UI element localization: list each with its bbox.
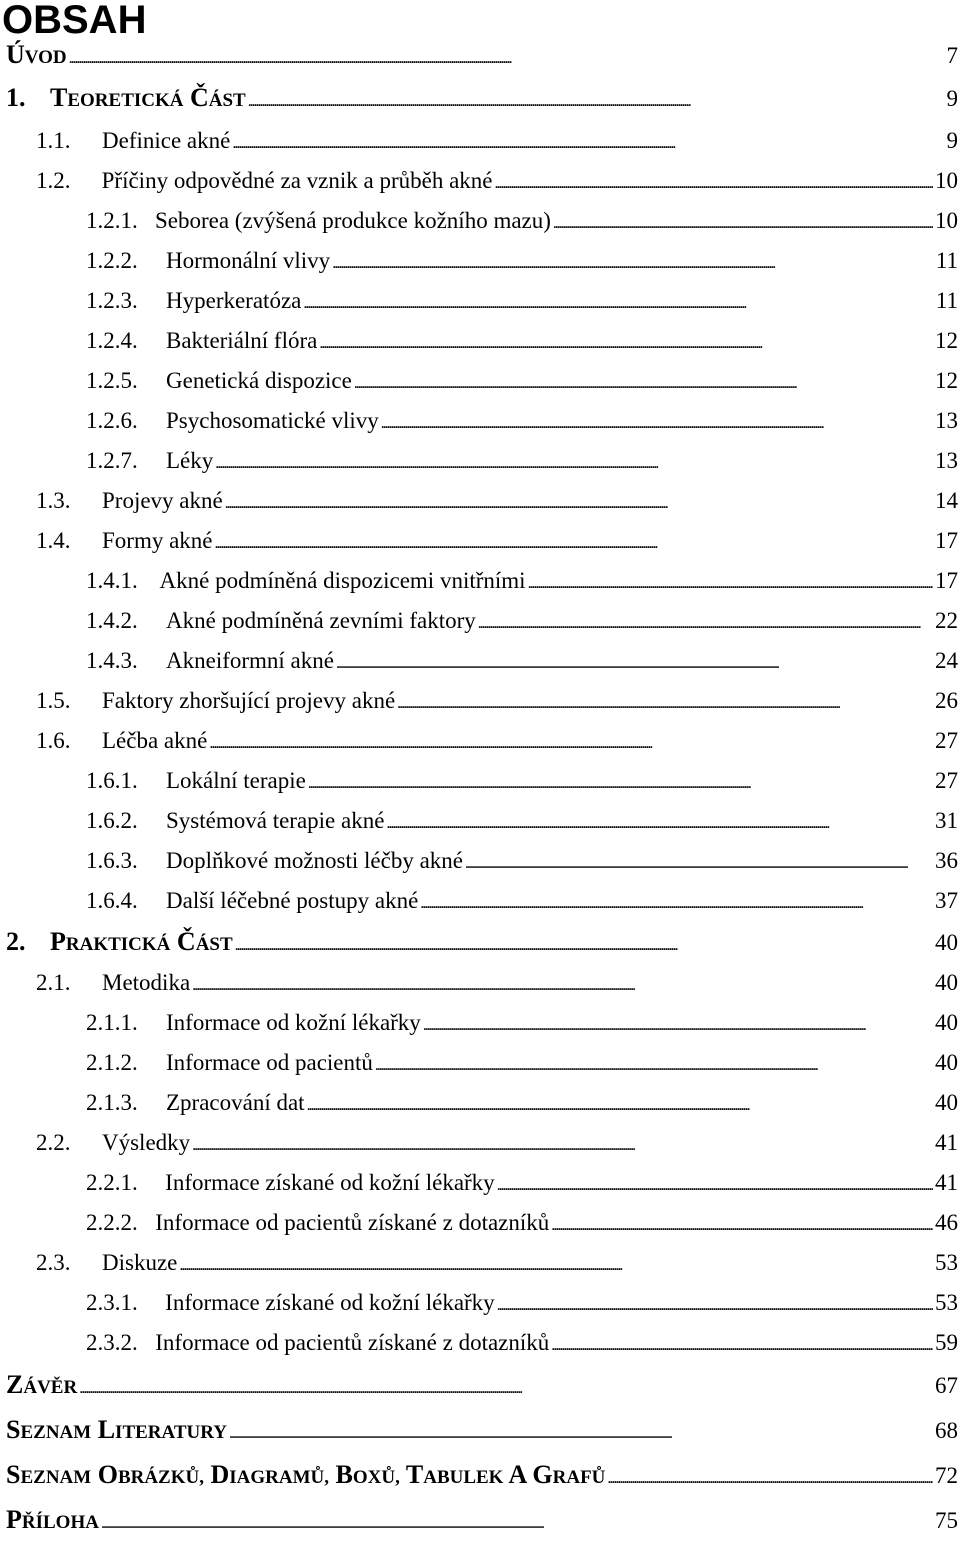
toc-entry-label: Formy akné [102,528,213,553]
toc-dot-leader [354,368,933,394]
toc-entry-page: 53 [935,1290,958,1315]
toc-entry-number: 1.6.2. [86,808,138,833]
toc-entry-page: 40 [935,1050,958,1075]
toc-entry[interactable] [0,1505,958,1535]
toc-entry-page: 40 [935,1010,958,1035]
toc-entry-label: Zpracování dat [166,1090,305,1115]
toc-entry-label: Hormonální vlivy [166,248,331,273]
toc-entry-label: ÚVOD [6,40,67,69]
toc-entry-label: Informace od pacientů získané z dotazníků [155,1330,550,1355]
toc-entry-page: 40 [935,930,958,955]
toc-entry-label: SEZNAM LITERATURY [6,1415,227,1444]
toc-entry-number: 1.2.6. [86,408,138,433]
toc-entry-page: 22 [935,608,958,633]
toc-entry[interactable] [0,408,958,434]
toc-entry[interactable] [0,1290,958,1316]
toc-entry-label: Informace získané od kožní lékařky [165,1290,495,1315]
toc-dot-leader [336,648,933,674]
toc-dot-leader [319,328,933,354]
toc-entry[interactable] [0,528,958,554]
toc-entry-page: 53 [935,1250,958,1275]
toc-entry-number: 1.4. [36,528,71,553]
toc-entry-page: 24 [935,648,958,673]
toc-entry-number: 1.4.2. [86,608,138,633]
toc-entry[interactable] [0,40,958,70]
toc-entry[interactable] [0,168,958,194]
toc-dot-leader [232,128,944,154]
toc-dot-leader [386,808,933,834]
toc-entry-label: Akneiformní akné [166,648,334,673]
toc-entry[interactable] [0,448,958,474]
toc-entry-number: 2. [6,927,26,956]
toc-entry[interactable] [0,568,958,594]
toc-dot-leader [495,168,934,194]
toc-dot-leader [497,1290,933,1316]
toc-entry-number: 1.6.4. [86,888,138,913]
toc-entry-number: 2.2. [36,1130,71,1155]
toc-entry-number: 1.2.1. [86,208,138,233]
toc-entry-label: Projevy akné [102,488,223,513]
toc-entry-label: Informace od kožní lékařky [166,1010,421,1035]
toc-entry-label: Akné podmíněná zevními faktory [166,608,476,633]
toc-entry-number: 2.2.1. [86,1170,138,1195]
toc-entry[interactable] [0,768,958,794]
toc-entry[interactable] [0,208,958,234]
toc-entry-label: Bakteriální flóra [166,328,318,353]
toc-dot-leader [248,86,945,112]
toc-entry[interactable] [0,1250,958,1276]
toc-entry-label: Systémová terapie akné [166,808,385,833]
toc-dot-leader [179,1250,933,1276]
toc-dot-leader [101,1508,933,1534]
toc-dot-leader [192,1130,933,1156]
toc-entry[interactable] [0,688,958,714]
toc-dot-leader [209,728,933,754]
toc-dot-leader [192,970,933,996]
toc-entry-number: 2.3.1. [86,1290,138,1315]
toc-entry[interactable] [0,1090,958,1116]
toc-entry[interactable] [0,1210,958,1236]
toc-entry[interactable] [0,848,958,874]
toc-entry-page: 46 [935,1210,958,1235]
toc-entry-label: Diskuze [102,1250,178,1275]
toc-entry-page: 14 [935,488,958,513]
toc-entry-page: 9 [946,128,958,153]
toc-dot-leader [478,608,933,634]
toc-entry[interactable] [0,1460,958,1490]
toc-entry-page: 40 [935,1090,958,1115]
toc-entry[interactable] [0,728,958,754]
toc-entry[interactable] [0,83,958,113]
toc-entry[interactable] [0,970,958,996]
toc-entry-page: 41 [935,1170,958,1195]
toc-dot-leader [381,408,933,434]
toc-entry-label: Informace získané od kožní lékařky [165,1170,495,1195]
toc-dot-leader [307,1090,933,1116]
toc-dot-leader [215,528,933,554]
toc-entry-page: 27 [935,728,958,753]
toc-entry-page: 11 [935,248,958,273]
toc-entry-page: 59 [935,1330,958,1355]
toc-entry-number: 2.1.2. [86,1050,138,1075]
page-title: OBSAH [2,0,147,42]
toc-entry-page: 11 [935,288,958,313]
toc-entry-number: 1.2.4. [86,328,138,353]
toc-entry-page: 68 [935,1418,958,1443]
toc-entry[interactable] [0,1330,958,1356]
toc-dot-leader [497,1170,933,1196]
toc-entry[interactable] [0,608,958,634]
toc-entry-number: 1.2.5. [86,368,138,393]
toc-entry[interactable] [0,648,958,674]
toc-entry-label: Doplňkové možnosti léčby akné [166,848,464,873]
toc-entry[interactable] [0,368,958,394]
toc-dot-leader [229,1418,933,1444]
toc-entry-label: Psychosomatické vlivy [166,408,379,433]
toc-entry-number: 2.1.3. [86,1090,138,1115]
toc-entry-number: 1.4.1. [86,568,138,593]
toc-dot-leader [215,448,933,474]
toc-entry-label: Příčiny odpovědné za vznik a průběh akné [101,168,493,193]
toc-entry-number: 1.2.3. [86,288,138,313]
toc-entry-label: Genetická dispozice [166,368,352,393]
toc-entry-page: 10 [935,208,958,233]
toc-entry-label: Výsledky [102,1130,191,1155]
toc-entry-page: 12 [935,368,958,393]
toc-entry-number: 1.2.7. [86,448,138,473]
toc-entry-page: 72 [935,1463,958,1488]
toc-entry[interactable] [0,927,958,957]
toc-entry[interactable] [0,488,958,514]
toc-dot-leader [69,43,945,69]
toc-entry-number: 1. [6,83,26,112]
toc-entry-number: 2.2.2. [86,1210,138,1235]
toc-entry-number: 1.6.1. [86,768,138,793]
toc-entry-label: Hyperkeratóza [166,288,302,313]
toc-entry-page: 10 [935,168,958,193]
toc-entry-label: Další léčebné postupy akné [166,888,419,913]
toc-dot-leader [225,488,933,514]
toc-entry-number: 2.3. [36,1250,71,1275]
toc-entry-number: 1.1. [36,128,71,153]
toc-dot-leader [551,1210,933,1236]
toc-entry[interactable] [0,288,958,314]
toc-dot-leader [465,848,933,874]
toc-entry-page: 31 [935,808,958,833]
toc-entry-page: 17 [935,568,958,593]
toc-entry[interactable] [0,888,958,914]
toc-dot-leader [607,1463,933,1489]
toc-entry-label: Akné podmíněná dispozicemi vnitřními [159,568,526,593]
toc-entry-page: 40 [935,970,958,995]
toc-entry-page: 67 [935,1373,958,1398]
toc-entry-page: 12 [935,328,958,353]
toc-entry-label: Léky [166,448,214,473]
toc-dot-leader [235,930,933,956]
toc-dot-leader [528,568,933,594]
toc-entry-page: 41 [935,1130,958,1155]
toc-entry-label: Informace od pacientů získané z dotazníků [155,1210,550,1235]
toc-entry-label: TEORETICKÁ ČÁST [50,83,246,112]
toc-entry-page: 27 [935,768,958,793]
toc-dot-leader [308,768,933,794]
toc-entry-label: SEZNAM OBRÁZKŮ, DIAGRAMŮ, BOXŮ, TABULEK A GRAFŮ [6,1460,606,1489]
toc-entry-page: 9 [946,86,958,111]
toc-entry-page: 26 [935,688,958,713]
toc-entry-label: Definice akné [102,128,231,153]
toc-entry-number: 1.2.2. [86,248,138,273]
toc-entry[interactable] [0,808,958,834]
toc-entry[interactable] [0,1370,958,1400]
toc-entry-number: 1.3. [36,488,71,513]
toc-entry-number: 1.2. [36,168,71,193]
toc-dot-leader [423,1010,933,1036]
toc-entry[interactable] [0,1415,958,1445]
toc-entry-label: Faktory zhoršující projevy akné [102,688,396,713]
toc-entry-page: 36 [935,848,958,873]
toc-entry[interactable] [0,1170,958,1196]
toc-entry-label: PRAKTICKÁ ČÁST [50,927,233,956]
toc-dot-leader [397,688,933,714]
toc-entry-page: 7 [946,43,958,68]
toc-dot-leader [79,1373,933,1399]
toc-entry-label: Lokální terapie [166,768,306,793]
toc-entry[interactable] [0,1010,958,1036]
toc-dot-leader [332,248,934,274]
toc-entry-page: 17 [935,528,958,553]
toc-entry-label: Seborea (zvýšená produkce kožního mazu) [154,208,551,233]
toc-dot-leader [553,208,933,234]
toc-entry-page: 37 [935,888,958,913]
toc-dot-leader [551,1330,933,1356]
toc-dot-leader [375,1050,933,1076]
toc-dot-leader [303,288,933,314]
toc-entry-page: 75 [935,1508,958,1533]
toc-entry[interactable] [0,1050,958,1076]
toc-entry-number: 1.4.3. [86,648,138,673]
toc-entry-label: PŘÍLOHA [6,1505,99,1534]
toc-entry-number: 1.5. [36,688,71,713]
toc-entry[interactable] [0,248,958,274]
toc-entry-label: Léčba akné [102,728,208,753]
toc-entry[interactable] [0,1130,958,1156]
toc-entry-page: 13 [935,448,958,473]
toc-dot-leader [420,888,933,914]
toc-entry-label: ZÁVĚR [6,1370,78,1399]
toc-entry-number: 2.1. [36,970,71,995]
toc-entry-page: 13 [935,408,958,433]
toc-entry-number: 1.6. [36,728,71,753]
toc-entry-number: 1.6.3. [86,848,138,873]
toc-entry[interactable] [0,128,958,154]
toc-entry-label: Informace od pacientů [166,1050,373,1075]
toc-entry-number: 2.1.1. [86,1010,138,1035]
toc-entry-number: 2.3.2. [86,1330,138,1355]
toc-entry-label: Metodika [102,970,191,995]
toc-entry[interactable] [0,328,958,354]
